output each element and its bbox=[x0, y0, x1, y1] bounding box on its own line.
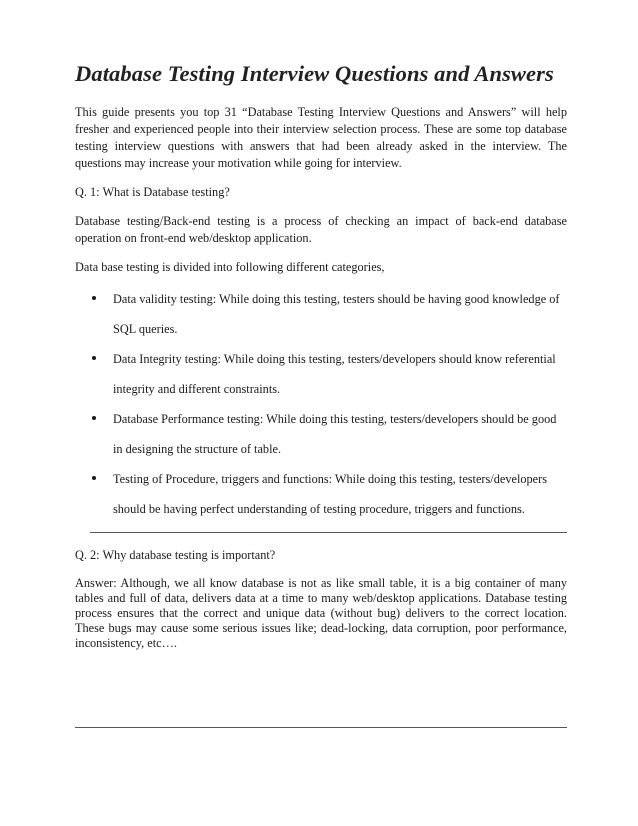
question-1: Q. 1: What is Database testing? bbox=[75, 185, 230, 199]
list-item-text: Data validity testing: While doing this testing, testers should be having good knowledge of SQL queries. bbox=[113, 292, 560, 336]
categories-list bbox=[75, 284, 567, 524]
list-item bbox=[75, 344, 567, 404]
bullet-icon bbox=[92, 416, 96, 420]
question-2: Q. 2: Why database testing is important? bbox=[75, 548, 276, 562]
answer-2: Answer: Although, we all know database is not as like small table, it is a big container of many tables and full of data, delivers data at a time to many web/desktop applications. Database testing process ensures that the correct and unique data (without bug) delivers to the correct location. These bugs may cause some serious issues like; dead-locking, data corruption, poor performance, inconsistency, etc…. bbox=[75, 576, 567, 650]
list-item bbox=[75, 464, 567, 524]
footer-divider bbox=[75, 727, 567, 728]
categories-intro: Data base testing is divided into following different categories, bbox=[75, 260, 385, 274]
bullet-icon bbox=[92, 296, 96, 300]
answer-1: Database testing/Back-end testing is a process of checking an impact of back-end database operation on front-end web/desktop application. bbox=[75, 214, 567, 245]
bullet-icon bbox=[92, 476, 96, 480]
document-page bbox=[75, 60, 567, 663]
list-item-text: Data Integrity testing: While doing this testing, testers/developers should know referential integrity and different constraints. bbox=[113, 352, 556, 396]
list-item-text: Testing of Procedure, triggers and functions: While doing this testing, testers/developers should be having perfect understanding of testing procedure, triggers and functions. bbox=[113, 472, 547, 516]
list-item bbox=[75, 284, 567, 344]
intro-paragraph: This guide presents you top 31 “Database Testing Interview Questions and Answers” will help fresher and experienced people into their interview selection process. These are some top database testing interview questions with answers that had been already asked in the interview. The questions may increase your motivation while going for interview. bbox=[75, 105, 567, 170]
list-item-text: Database Performance testing: While doing this testing, testers/developers should be good in designing the structure of table. bbox=[113, 412, 557, 456]
list-item bbox=[75, 404, 567, 464]
page-title: Database Testing Interview Questions and Answers bbox=[75, 61, 554, 86]
section-divider bbox=[90, 532, 567, 533]
bullet-icon bbox=[92, 356, 96, 360]
